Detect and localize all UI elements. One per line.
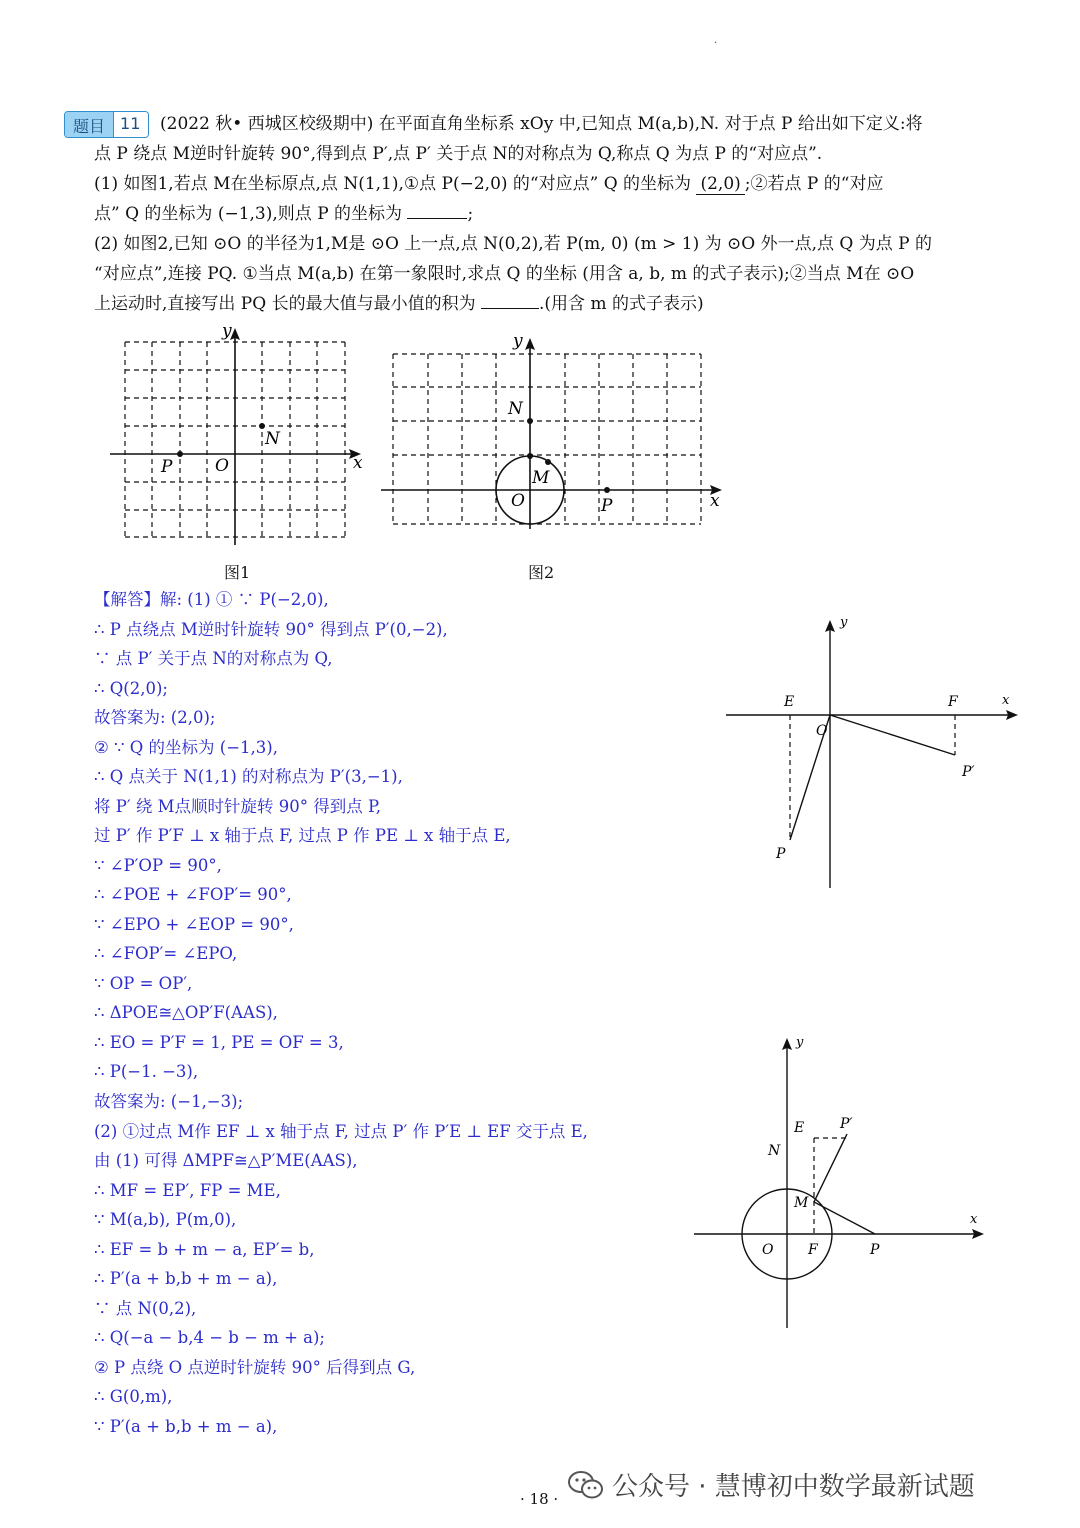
solution-figure-1-label-p: P — [776, 846, 786, 862]
question-line-3b: ;②若点 P 的“对应 — [744, 174, 884, 194]
solution-figure-2-label-f: F — [808, 1242, 818, 1258]
figure-2-label-n: N — [508, 399, 523, 419]
solution-line-17: ∴ P(−1. −3), — [94, 1062, 199, 1081]
figure-2-label-x: x — [710, 491, 720, 511]
solution-line-28: ∴ G(0,m), — [94, 1387, 173, 1406]
figure-2-grid — [393, 354, 701, 524]
figure-2 — [378, 326, 728, 532]
solution-figure-2-label-y: y — [796, 1035, 804, 1050]
figure-1-label-o: O — [215, 456, 229, 476]
solution-line-23: ∴ EF = b + m − a, EP′= b, — [94, 1240, 315, 1259]
solution-figure-1-triangle-sides — [790, 715, 955, 840]
figure-2-point-n — [527, 418, 533, 424]
top-mark: · — [714, 38, 718, 49]
solution-line-10: ∵ ∠P′OP = 90°, — [94, 856, 222, 875]
solution-line-4: ∴ Q(2,0); — [94, 679, 168, 698]
question-tag — [64, 111, 149, 138]
solution-line-7: ∴ Q 点关于 N(1,1) 的对称点为 P′(3,−1), — [94, 767, 403, 786]
solution-line-5: 故答案为: (2,0); — [94, 708, 216, 727]
solution-line-16: ∴ EO = P′F = 1, PE = OF = 3, — [94, 1033, 344, 1052]
solution-line-24: ∴ P′(a + b,b + m − a), — [94, 1269, 278, 1288]
answer-blank-3 — [481, 308, 539, 309]
figure-1-label-y: y — [222, 321, 232, 341]
watermark — [568, 1466, 975, 1503]
figure-1-label-x: x — [353, 453, 363, 473]
solution-line-19: (2) ①过点 M作 EF ⊥ x 轴于点 F, 过点 P′ 作 P′E ⊥ EF 交于点 E, — [94, 1122, 588, 1141]
figure-1-label-p: P — [161, 457, 173, 477]
question-line-7b: .(用含 m 的式子表示) — [539, 294, 704, 314]
figure-1 — [105, 320, 370, 550]
figure-1-label-n: N — [265, 429, 280, 449]
solution-line-27: ② P 点绕 O 点逆时针旋转 90° 后得到点 G, — [94, 1358, 416, 1377]
figure-2-label-y: y — [513, 331, 523, 351]
figure-2-label-m: M — [532, 468, 550, 488]
solution-line-9: 过 P′ 作 P′F ⊥ x 轴于点 F, 过点 P 作 PE ⊥ x 轴于点 E, — [94, 826, 511, 845]
solution-figure-1 — [722, 612, 1022, 894]
question-tag-label: 题目 — [65, 112, 113, 137]
wechat-icon — [568, 1470, 604, 1500]
answer-blank-2 — [407, 218, 467, 219]
figure-2-label-o: O — [511, 491, 525, 511]
solution-line-22: ∵ M(a,b), P(m,0), — [94, 1210, 237, 1229]
figure-1-point-p — [177, 451, 183, 457]
figure-2-point-top — [527, 453, 533, 459]
solution-line-15: ∴ ΔPOE≅△OP′F(AAS), — [94, 1003, 278, 1022]
solution-figure-1-label-x: x — [1002, 693, 1010, 708]
solution-figure-1-label-y: y — [840, 615, 848, 630]
solution-line-3: ∵ 点 P′ 关于点 N的对称点为 Q, — [94, 649, 333, 668]
question-line-5: (2) 如图2,已知 ⊙O 的半径为1,M是 ⊙O 上一点,点 N(0,2),若 P(m, 0) (m > 1) 为 ⊙O 外一点,点 Q 为点 P 的 — [94, 234, 932, 254]
solution-line-6: ② ∵ Q 的坐标为 (−1,3), — [94, 738, 278, 757]
figure-2-point-m — [545, 459, 551, 465]
solution-figure-2 — [690, 1030, 990, 1334]
solution-line-20: 由 (1) 可得 ΔMPF≅△P′ME(AAS), — [94, 1151, 358, 1170]
solution-line-18: 故答案为: (−1,−3); — [94, 1092, 244, 1111]
question-tag-number: 11 — [113, 112, 148, 137]
page-number: · 18 · — [520, 1490, 559, 1508]
solution-figure-2-label-n: N — [768, 1143, 781, 1159]
answer-blank-1: (2,0) — [696, 174, 744, 195]
question-line-7a: 上运动时,直接写出 PQ 长的最大值与最小值的积为 — [94, 294, 481, 314]
figure-2-caption: 图2 — [528, 563, 555, 582]
solution-line-11: ∴ ∠POE + ∠FOP′= 90°, — [94, 885, 292, 904]
question-line-6: “对应点”,连接 PQ. ①当点 M(a,b) 在第一象限时,求点 Q 的坐标 (用含 a, b, m 的式子表示);②当点 M在 ⊙O — [94, 264, 915, 284]
solution-line-21: ∴ MF = EP′, FP = ME, — [94, 1181, 281, 1200]
solution-line-14: ∵ OP = OP′, — [94, 974, 193, 993]
solution-line-12: ∵ ∠EPO + ∠EOP = 90°, — [94, 915, 294, 934]
figure-1-caption: 图1 — [224, 563, 251, 582]
question-line-2: 点 P 绕点 M逆时针旋转 90°,得到点 P′,点 P′ 关于点 N的对称点为 Q,称点 Q 为点 P 的“对应点”. — [94, 144, 823, 164]
solution-figure-2-label-x: x — [970, 1212, 978, 1227]
question-line-3a: (1) 如图1,若点 M在坐标原点,点 N(1,1),①点 P(−2,0) 的“对应点” Q 的坐标为 — [94, 174, 697, 194]
solution-figure-2-label-o: O — [762, 1242, 774, 1258]
solution-figure-1-label-f: F — [948, 694, 958, 710]
question-line-4b: ; — [467, 204, 474, 224]
watermark-text: 公众号 · 慧博初中数学最新试题 — [612, 1472, 975, 1502]
solution-line-1: 【解答】解: (1) ① ∵ P(−2,0), — [94, 590, 329, 609]
solution-figure-2-label-m: M — [794, 1195, 809, 1211]
solution-line-29: ∵ P′(a + b,b + m − a), — [94, 1417, 278, 1436]
question-line-4a: 点” Q 的坐标为 (−1,3),则点 P 的坐标为 — [94, 204, 408, 224]
solution-figure-2-rotation-sides — [814, 1134, 875, 1234]
solution-line-2: ∴ P 点绕点 M逆时针旋转 90° 得到点 P′(0,−2), — [94, 620, 448, 639]
figure-2-label-p: P — [601, 496, 613, 516]
question-line-7 — [94, 294, 704, 314]
solution-line-25: ∵ 点 N(0,2), — [94, 1299, 197, 1318]
solution-line-26: ∴ Q(−a − b,4 − b − m + a); — [94, 1328, 325, 1347]
solution-figure-2-label-p: P — [870, 1242, 880, 1258]
solution-figure-2-label-p1: P′ — [840, 1116, 853, 1132]
question-line-4 — [94, 204, 473, 224]
solution-figure-1-label-o: O — [816, 723, 828, 739]
solution-line-8: 将 P′ 绕 M点顺时针旋转 90° 得到点 P, — [94, 797, 381, 816]
figure-2-point-p — [604, 487, 610, 493]
solution-figure-1-label-e: E — [784, 694, 795, 710]
solution-line-13: ∴ ∠FOP′= ∠EPO, — [94, 944, 238, 963]
question-line-1: (2022 秋• 西城区校级期中) 在平面直角坐标系 xOy 中,已知点 M(a,b),N. 对于点 P 给出如下定义:将 — [160, 114, 923, 134]
solution-figure-2-label-e: E — [794, 1120, 805, 1136]
question-line-3 — [94, 174, 883, 195]
solution-figure-1-label-p1: P′ — [962, 764, 975, 780]
